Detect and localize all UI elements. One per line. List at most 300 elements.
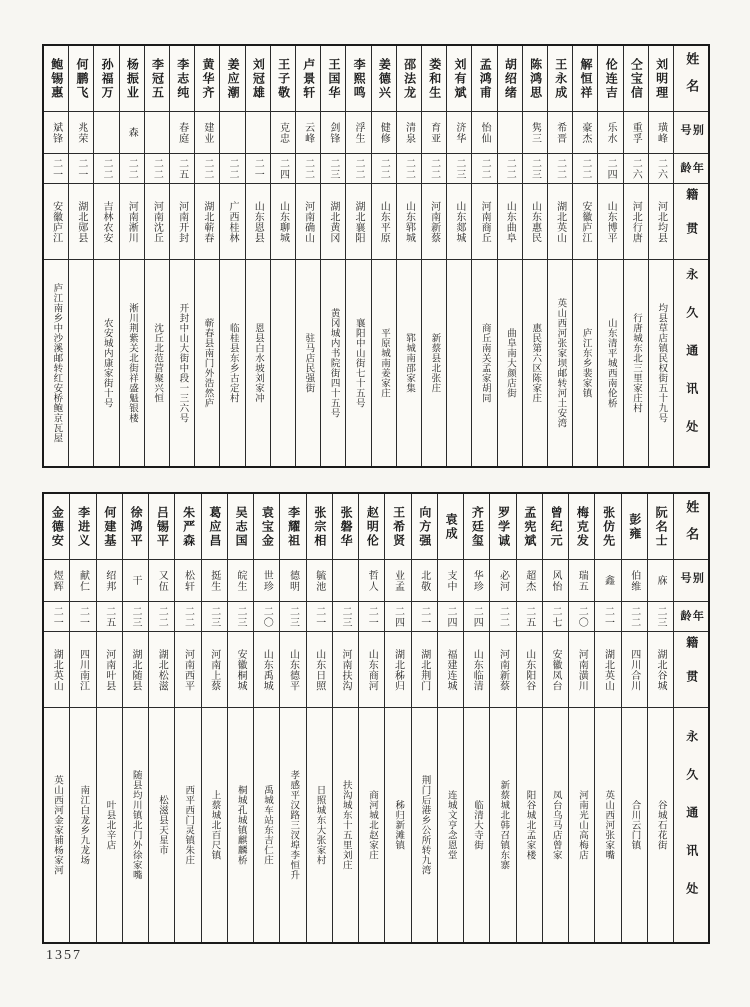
entry-native: 福建连城 bbox=[444, 648, 456, 691]
name-cell bbox=[271, 46, 295, 112]
entry-alias: 超杰 bbox=[523, 569, 535, 592]
age-cell bbox=[97, 602, 122, 632]
entry-age: 二一 bbox=[418, 605, 430, 628]
entry-alias: 豪杰 bbox=[579, 121, 591, 144]
address-cell bbox=[622, 708, 647, 942]
alias-cell bbox=[123, 560, 148, 602]
name-cell bbox=[120, 46, 144, 112]
age-cell bbox=[372, 154, 396, 184]
entry-native: 四川南江 bbox=[77, 648, 89, 691]
entry-address: 惠民第六区陈家庄 bbox=[530, 323, 542, 403]
age-cell bbox=[464, 602, 489, 632]
native-cell bbox=[674, 632, 708, 708]
entry-age: 二一 bbox=[602, 605, 614, 628]
entry-column bbox=[228, 494, 254, 942]
alias-cell bbox=[649, 112, 673, 154]
entry-address: 郓城南邵家集 bbox=[404, 333, 416, 393]
entry-address: 孝感平汉路三汊埠李恒升 bbox=[288, 770, 300, 880]
entry-age: 年龄 bbox=[679, 609, 704, 624]
name-cell bbox=[280, 494, 305, 560]
alias-cell bbox=[195, 112, 219, 154]
native-cell bbox=[598, 184, 622, 260]
entry-name: 李冠五 bbox=[150, 57, 165, 100]
name-cell bbox=[438, 494, 463, 560]
entry-column bbox=[220, 46, 245, 466]
name-cell bbox=[69, 46, 93, 112]
entry-native: 山东郯城 bbox=[453, 200, 465, 243]
age-cell bbox=[490, 602, 515, 632]
entry-name: 王子敬 bbox=[276, 57, 291, 100]
entry-name: 李进义 bbox=[76, 505, 91, 548]
address-cell bbox=[472, 260, 496, 466]
entry-age: 二四 bbox=[605, 157, 617, 180]
entry-age: 二〇 bbox=[261, 605, 273, 628]
entry-native: 河南新蔡 bbox=[497, 648, 509, 691]
age-cell bbox=[202, 602, 227, 632]
entry-native: 河南沈丘 bbox=[151, 200, 163, 243]
address-cell bbox=[498, 260, 522, 466]
alias-cell bbox=[307, 560, 332, 602]
native-cell bbox=[149, 632, 174, 708]
entry-alias: 云峰 bbox=[302, 121, 314, 144]
native-cell bbox=[280, 632, 305, 708]
age-cell bbox=[145, 154, 169, 184]
age-cell bbox=[624, 154, 648, 184]
address-cell bbox=[254, 708, 279, 942]
entry-age: 二五 bbox=[176, 157, 188, 180]
age-cell bbox=[44, 602, 69, 632]
entry-age: 二一 bbox=[366, 605, 378, 628]
address-cell bbox=[573, 260, 597, 466]
entry-address: 庐江东乡裴家镇 bbox=[580, 328, 592, 398]
entry-column bbox=[333, 494, 359, 942]
entry-column bbox=[94, 46, 119, 466]
native-cell bbox=[195, 184, 219, 260]
alias-cell bbox=[385, 560, 410, 602]
entry-native: 广西桂林 bbox=[227, 200, 239, 243]
entry-address: 桐城孔城镇麒麟桥 bbox=[235, 785, 247, 865]
address-cell bbox=[280, 708, 305, 942]
age-cell bbox=[543, 602, 568, 632]
entry-address: 永久通讯处 bbox=[684, 730, 699, 920]
address-cell bbox=[648, 708, 673, 942]
age-cell bbox=[254, 602, 279, 632]
entry-column bbox=[372, 46, 397, 466]
entry-age: 二二 bbox=[201, 157, 213, 180]
entry-name: 朱严森 bbox=[181, 505, 196, 548]
name-cell bbox=[464, 494, 489, 560]
entry-age: 二二 bbox=[428, 157, 440, 180]
address-cell bbox=[674, 260, 708, 466]
address-cell bbox=[397, 260, 421, 466]
entry-alias: 浮生 bbox=[353, 121, 365, 144]
entry-alias: 皖生 bbox=[234, 569, 246, 592]
entry-age: 二二 bbox=[504, 157, 516, 180]
native-cell bbox=[422, 184, 446, 260]
address-cell bbox=[422, 260, 446, 466]
address-cell bbox=[228, 708, 253, 942]
name-cell bbox=[346, 46, 370, 112]
address-cell bbox=[523, 260, 547, 466]
entry-address: 均县草店镇民权街五十九号 bbox=[656, 303, 668, 423]
name-cell bbox=[123, 494, 148, 560]
entry-address: 行唐城东北三里家庄村 bbox=[631, 313, 642, 413]
name-cell bbox=[624, 46, 648, 112]
address-cell bbox=[44, 260, 68, 466]
entry-native: 山东禹城 bbox=[261, 648, 273, 691]
name-cell bbox=[195, 46, 219, 112]
entry-age: 二二 bbox=[403, 157, 415, 180]
entry-column bbox=[44, 494, 70, 942]
name-cell bbox=[372, 46, 396, 112]
entry-address: 连城文亨念恩堂 bbox=[445, 790, 457, 860]
alias-cell bbox=[648, 560, 673, 602]
age-cell bbox=[321, 154, 345, 184]
entry-native: 河南西平 bbox=[182, 648, 194, 691]
name-cell bbox=[70, 494, 95, 560]
header-column bbox=[674, 494, 708, 942]
entry-column bbox=[472, 46, 497, 466]
name-cell bbox=[598, 46, 622, 112]
native-cell bbox=[94, 184, 118, 260]
entry-alias: 春庭 bbox=[176, 121, 188, 144]
entry-age: 二四 bbox=[277, 157, 289, 180]
name-cell bbox=[622, 494, 647, 560]
name-cell bbox=[523, 46, 547, 112]
address-cell bbox=[271, 260, 295, 466]
entry-address: 庐江南乡中沙溪邮转红安桥鲍京瓦屋 bbox=[51, 283, 63, 443]
address-cell bbox=[517, 708, 542, 942]
address-cell bbox=[346, 260, 370, 466]
entry-age: 二三 bbox=[129, 605, 141, 628]
entry-alias: 华珍 bbox=[471, 569, 483, 592]
entry-address: 随县均川镇北门外徐家嘴 bbox=[130, 770, 142, 880]
alias-cell bbox=[149, 560, 174, 602]
entry-address: 凤台乌马店曾家 bbox=[550, 790, 562, 860]
entry-column bbox=[548, 46, 573, 466]
alias-cell bbox=[94, 112, 118, 154]
entry-alias: 乐水 bbox=[605, 121, 617, 144]
entry-name: 杨振业 bbox=[125, 57, 140, 100]
entry-native: 山东郓城 bbox=[403, 200, 415, 243]
native-cell bbox=[254, 632, 279, 708]
entry-name: 李熙鸣 bbox=[352, 57, 367, 100]
alias-cell bbox=[397, 112, 421, 154]
entry-native: 四川合川 bbox=[628, 648, 640, 691]
entry-name: 孟宪斌 bbox=[522, 505, 537, 548]
age-cell bbox=[94, 154, 118, 184]
entry-column bbox=[648, 494, 674, 942]
age-cell bbox=[280, 602, 305, 632]
entry-column bbox=[254, 494, 280, 942]
entry-name: 刘冠雄 bbox=[251, 57, 266, 100]
entry-address: 秭归新滩镇 bbox=[393, 800, 405, 850]
entry-name: 袁宝金 bbox=[260, 505, 275, 548]
entry-alias: 鑫 bbox=[602, 575, 614, 586]
entry-age: 二三 bbox=[654, 605, 666, 628]
alias-cell bbox=[254, 560, 279, 602]
age-cell bbox=[472, 154, 496, 184]
entry-address: 谷城石花街 bbox=[655, 800, 667, 850]
address-cell bbox=[359, 708, 384, 942]
alias-cell bbox=[490, 560, 515, 602]
entry-name: 阮名士 bbox=[654, 505, 669, 548]
native-cell bbox=[438, 632, 463, 708]
entry-name: 李志纯 bbox=[175, 57, 190, 100]
native-cell bbox=[228, 632, 253, 708]
entry-column bbox=[422, 46, 447, 466]
alias-cell bbox=[359, 560, 384, 602]
entry-age: 二五 bbox=[103, 605, 115, 628]
native-cell bbox=[271, 184, 295, 260]
name-cell bbox=[543, 494, 568, 560]
address-cell bbox=[94, 260, 118, 466]
entry-column bbox=[246, 46, 271, 466]
entry-alias: 绍邦 bbox=[103, 569, 115, 592]
entry-age: 二四 bbox=[444, 605, 456, 628]
entry-alias: 毓池 bbox=[313, 569, 325, 592]
entry-native: 河南淅川 bbox=[126, 200, 138, 243]
entry-age: 二二 bbox=[101, 157, 113, 180]
entry-name: 齐廷玺 bbox=[470, 505, 485, 548]
entry-alias: 庥 bbox=[654, 575, 666, 586]
entry-alias: 北敬 bbox=[418, 569, 430, 592]
native-cell bbox=[385, 632, 410, 708]
entry-alias: 建业 bbox=[201, 121, 213, 144]
entry-alias: 济华 bbox=[453, 121, 465, 144]
entry-native: 湖北荆门 bbox=[418, 648, 430, 691]
entry-name: 曾纪元 bbox=[549, 505, 564, 548]
entry-name: 葛应昌 bbox=[207, 505, 222, 548]
name-cell bbox=[573, 46, 597, 112]
alias-cell bbox=[333, 560, 358, 602]
entry-name: 吴志国 bbox=[234, 505, 249, 548]
age-cell bbox=[622, 602, 647, 632]
entry-address: 叶县北辛店 bbox=[104, 800, 116, 850]
age-cell bbox=[649, 154, 673, 184]
entry-native: 湖北随县 bbox=[129, 648, 141, 691]
name-cell bbox=[202, 494, 227, 560]
address-cell bbox=[123, 708, 148, 942]
entry-age: 二一 bbox=[50, 157, 62, 180]
entry-age: 二二 bbox=[497, 605, 509, 628]
entry-age: 二一 bbox=[252, 157, 264, 180]
alias-cell bbox=[120, 112, 144, 154]
age-cell bbox=[674, 602, 708, 632]
age-cell bbox=[346, 154, 370, 184]
name-cell bbox=[44, 46, 68, 112]
entry-address: 合川云门镇 bbox=[629, 800, 641, 850]
entry-alias: 松轩 bbox=[182, 569, 194, 592]
entry-column bbox=[175, 494, 201, 942]
name-cell bbox=[97, 494, 122, 560]
address-cell bbox=[307, 708, 332, 942]
entry-column bbox=[490, 494, 516, 942]
entry-age: 二二 bbox=[227, 157, 239, 180]
entry-name: 刘有斌 bbox=[452, 57, 467, 100]
entry-age: 二一 bbox=[77, 605, 89, 628]
entry-column bbox=[412, 494, 438, 942]
entry-address: 商丘南关孟家胡同 bbox=[479, 323, 491, 403]
entry-column bbox=[622, 494, 648, 942]
native-cell bbox=[648, 632, 673, 708]
age-cell bbox=[438, 602, 463, 632]
alias-cell bbox=[97, 560, 122, 602]
entry-alias: 煜辉 bbox=[51, 569, 63, 592]
entry-address: 永久通讯处 bbox=[684, 268, 699, 458]
entry-native: 安徽凤台 bbox=[549, 648, 561, 691]
entry-address: 河南光山高梅店 bbox=[576, 790, 588, 860]
entry-column bbox=[573, 46, 598, 466]
alias-cell bbox=[422, 112, 446, 154]
entry-name: 张仿先 bbox=[601, 505, 616, 548]
registry-table-top bbox=[42, 44, 710, 468]
address-cell bbox=[412, 708, 437, 942]
address-cell bbox=[145, 260, 169, 466]
native-cell bbox=[649, 184, 673, 260]
alias-cell bbox=[44, 112, 68, 154]
entry-age: 二五 bbox=[523, 605, 535, 628]
entry-alias: 哲人 bbox=[366, 569, 378, 592]
native-cell bbox=[202, 632, 227, 708]
entry-address: 临桂县东乡古定村 bbox=[227, 323, 239, 403]
address-cell bbox=[175, 708, 200, 942]
entry-alias: 斌锋 bbox=[50, 121, 62, 144]
age-cell bbox=[595, 602, 620, 632]
entry-address: 英山西河张家嘴 bbox=[603, 790, 615, 860]
age-cell bbox=[307, 602, 332, 632]
age-cell bbox=[523, 154, 547, 184]
entry-age: 二三 bbox=[287, 605, 299, 628]
entry-address: 禹城车站东吉仁庄 bbox=[261, 785, 273, 865]
age-cell bbox=[385, 602, 410, 632]
address-cell bbox=[548, 260, 572, 466]
address-cell bbox=[569, 708, 594, 942]
native-cell bbox=[622, 632, 647, 708]
entry-alias: 清泉 bbox=[403, 121, 415, 144]
entry-age: 二四 bbox=[471, 605, 483, 628]
entry-age: 二二 bbox=[182, 605, 194, 628]
alias-cell bbox=[70, 560, 95, 602]
native-cell bbox=[44, 632, 69, 708]
alias-cell bbox=[170, 112, 194, 154]
entry-name: 姓名 bbox=[684, 499, 700, 554]
entry-address: 阳谷城北孟家楼 bbox=[524, 790, 536, 860]
entry-native: 山东聊城 bbox=[277, 200, 289, 243]
address-cell bbox=[70, 708, 95, 942]
entry-name: 陈鸿思 bbox=[528, 57, 543, 100]
entry-column bbox=[280, 494, 306, 942]
native-cell bbox=[517, 632, 542, 708]
native-cell bbox=[595, 632, 620, 708]
entry-age: 二二 bbox=[126, 157, 138, 180]
entry-age: 二〇 bbox=[576, 605, 588, 628]
entry-address: 上蔡城北百尺镇 bbox=[209, 790, 221, 860]
entry-age: 二一 bbox=[75, 157, 87, 180]
entry-address: 商河城北赵家庄 bbox=[366, 790, 378, 860]
name-cell bbox=[674, 494, 708, 560]
alias-cell bbox=[472, 112, 496, 154]
entry-native: 河南叶县 bbox=[103, 648, 115, 691]
native-cell bbox=[523, 184, 547, 260]
age-cell bbox=[220, 154, 244, 184]
entry-native: 湖北英山 bbox=[602, 648, 614, 691]
native-cell bbox=[44, 184, 68, 260]
address-cell bbox=[372, 260, 396, 466]
entry-address: 英山西河金家铺杨家河 bbox=[51, 775, 63, 875]
entry-name: 吕锡平 bbox=[155, 505, 170, 548]
address-cell bbox=[202, 708, 227, 942]
entry-age: 二二 bbox=[302, 157, 314, 180]
entry-address: 恩县白水坡刘家冲 bbox=[252, 323, 264, 403]
name-cell bbox=[472, 46, 496, 112]
age-cell bbox=[333, 602, 358, 632]
entry-name: 卢景轩 bbox=[301, 57, 316, 100]
entry-age: 二四 bbox=[392, 605, 404, 628]
entry-name: 王永成 bbox=[553, 57, 568, 100]
alias-cell bbox=[372, 112, 396, 154]
entry-age: 二一 bbox=[51, 605, 63, 628]
address-cell bbox=[321, 260, 345, 466]
entry-native: 山东日照 bbox=[313, 648, 325, 691]
native-cell bbox=[498, 184, 522, 260]
age-cell bbox=[517, 602, 542, 632]
entry-name: 向方强 bbox=[417, 505, 432, 548]
alias-cell bbox=[595, 560, 620, 602]
entry-alias: 干 bbox=[129, 575, 141, 586]
age-cell bbox=[573, 154, 597, 184]
alias-cell bbox=[498, 112, 522, 154]
entry-address: 新蔡县北张庄 bbox=[429, 333, 441, 393]
entry-native: 山东惠民 bbox=[529, 200, 541, 243]
entry-age: 二二 bbox=[156, 605, 168, 628]
native-cell bbox=[333, 632, 358, 708]
entry-name: 张磐华 bbox=[339, 505, 354, 548]
native-cell bbox=[569, 632, 594, 708]
entry-name: 姜德兴 bbox=[377, 57, 392, 100]
entry-native: 湖北松滋 bbox=[156, 648, 168, 691]
entry-native: 吉林农安 bbox=[101, 200, 113, 243]
age-cell bbox=[228, 602, 253, 632]
age-cell bbox=[674, 154, 708, 184]
entry-name: 孙福万 bbox=[100, 57, 115, 100]
registry-table-bottom bbox=[42, 492, 710, 944]
entry-column bbox=[321, 46, 346, 466]
address-cell bbox=[624, 260, 648, 466]
entry-age: 二二 bbox=[579, 157, 591, 180]
entry-name: 鲍锡惠 bbox=[49, 57, 64, 100]
native-cell bbox=[220, 184, 244, 260]
entry-name: 彭雍 bbox=[627, 512, 642, 541]
alias-cell bbox=[145, 112, 169, 154]
entry-alias: 献仁 bbox=[77, 569, 89, 592]
entry-address: 松滋县天星市 bbox=[156, 795, 168, 855]
native-cell bbox=[175, 632, 200, 708]
age-cell bbox=[296, 154, 320, 184]
name-cell bbox=[548, 46, 572, 112]
entry-column bbox=[97, 494, 123, 942]
entry-column bbox=[624, 46, 649, 466]
entry-age: 二二 bbox=[554, 157, 566, 180]
entry-address: 西平西门灵镇朱庄 bbox=[183, 785, 195, 865]
native-cell bbox=[543, 632, 568, 708]
entry-age: 二七 bbox=[549, 605, 561, 628]
entry-native: 河南新蔡 bbox=[428, 200, 440, 243]
native-cell bbox=[123, 632, 148, 708]
address-cell bbox=[674, 708, 708, 942]
entry-address: 荆门后港乡公所转九湾 bbox=[419, 775, 431, 875]
age-cell bbox=[149, 602, 174, 632]
